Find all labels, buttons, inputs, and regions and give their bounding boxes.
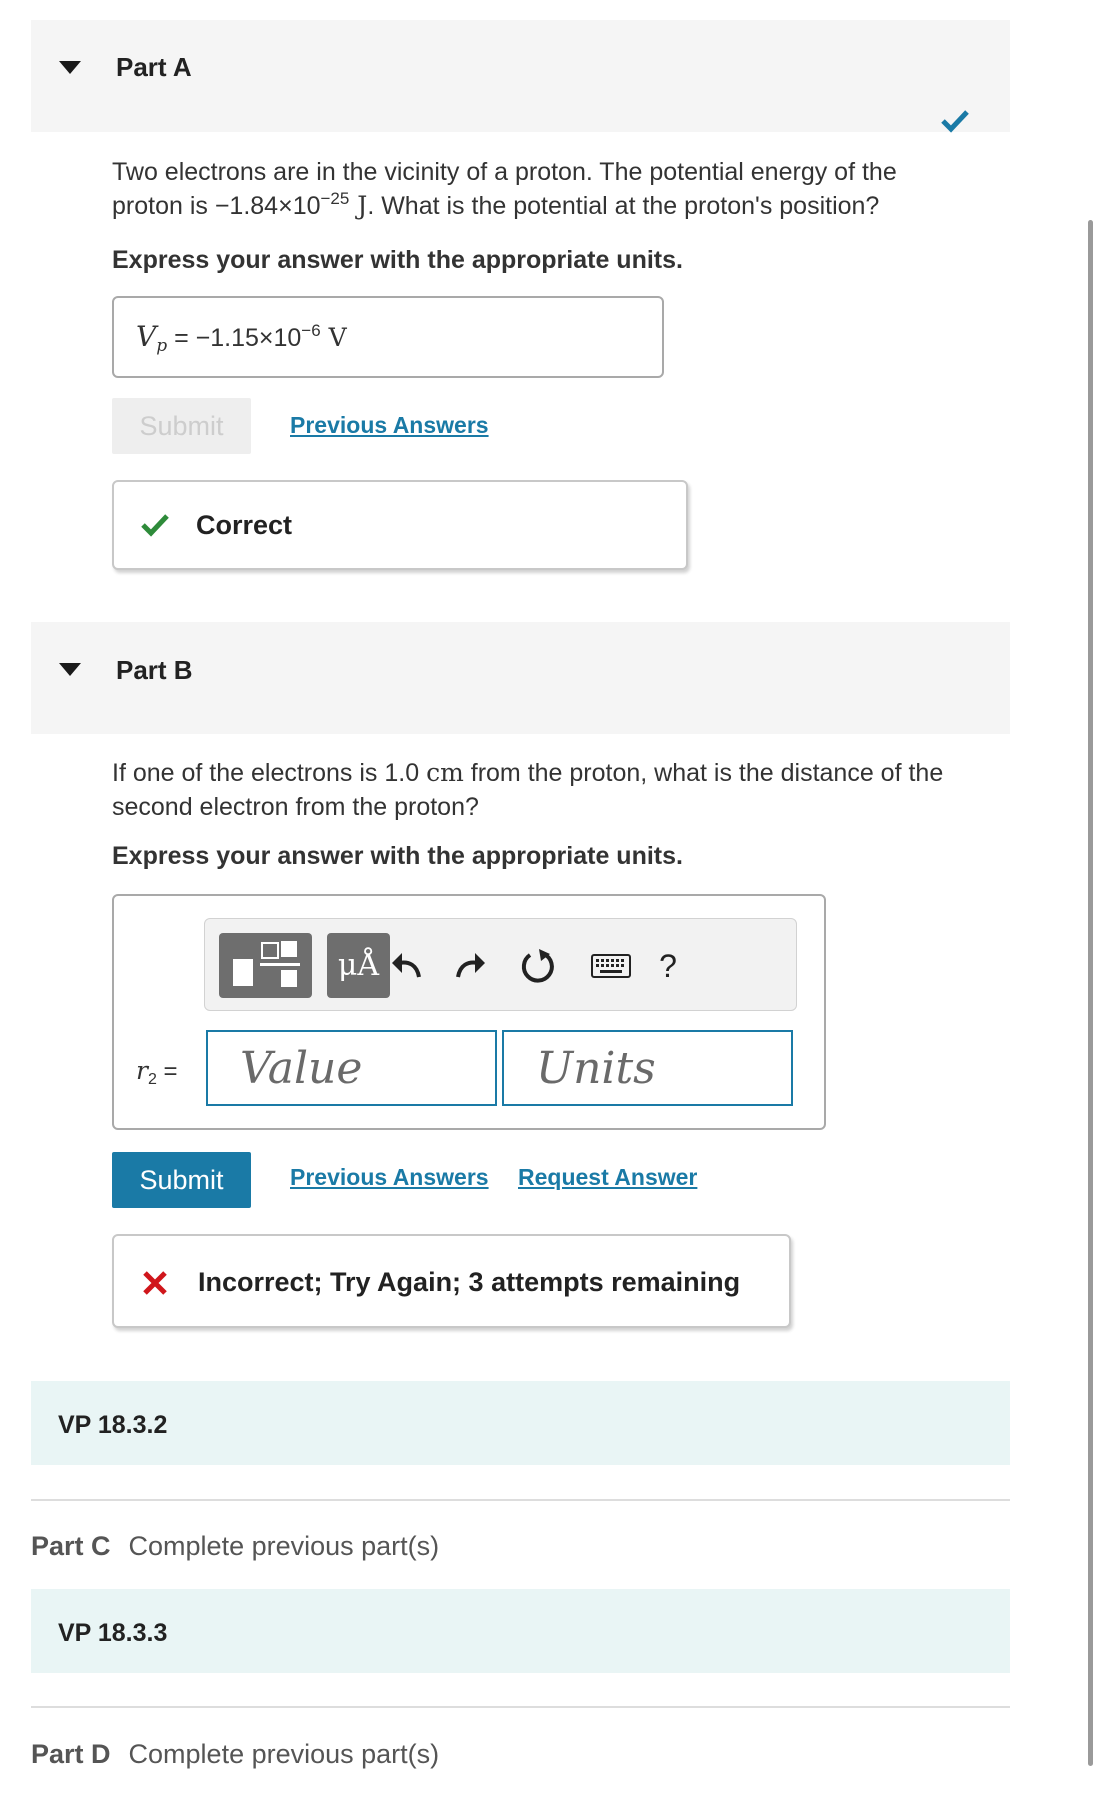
part-a-submit-button: Submit <box>112 398 251 454</box>
incorrect-x-icon <box>142 1270 168 1296</box>
part-b-variable-label: $r_2$ = <box>136 1056 178 1088</box>
fraction-template-icon <box>219 933 312 998</box>
question-line-2: proton is $-1.84\times 10^{-25}$ J. What is the potential at the proton's position? <box>112 189 880 220</box>
part-b-header[interactable] <box>31 622 1010 734</box>
part-b-answer-editor <box>112 894 826 1130</box>
units-input[interactable] <box>536 1043 791 1094</box>
part-b-question <box>112 756 943 824</box>
question-line-1: If one of the electrons is 1.0 cm from the proton, what is the distance of the <box>112 758 944 787</box>
part-c-locked <box>31 1531 439 1562</box>
checkmark-icon <box>940 108 970 134</box>
part-d-status: Complete previous part(s) <box>128 1739 440 1769</box>
math-toolbar <box>204 918 797 1011</box>
redo-icon <box>454 952 488 980</box>
value-input-box[interactable] <box>206 1030 497 1106</box>
part-d-label: Part D <box>31 1739 111 1769</box>
units-button-label: μÅ <box>337 948 380 983</box>
part-c-status: Complete previous part(s) <box>128 1531 440 1561</box>
templates-button[interactable] <box>219 933 312 998</box>
part-a-previous-answers-link[interactable]: Previous Answers <box>290 412 489 438</box>
request-answer-link[interactable]: Request Answer <box>518 1164 698 1190</box>
keyboard-button[interactable] <box>581 941 641 991</box>
part-a-answer: $V_p = -1.15\times 10^{-6}$ V <box>136 320 347 356</box>
vp-section-title: VP 18.3.2 <box>58 1411 168 1439</box>
part-a-question <box>112 155 897 226</box>
part-b-feedback <box>112 1234 791 1328</box>
part-a-feedback <box>112 480 688 570</box>
vp-section-header[interactable] <box>31 1589 1010 1673</box>
help-button[interactable]: ? <box>659 947 677 984</box>
part-a-answer-box <box>112 296 664 378</box>
part-a-title: Part A <box>116 52 192 82</box>
part-b-previous-answers-link[interactable]: Previous Answers <box>290 1164 489 1190</box>
part-a-instruction: Express your answer with the appropriate units. <box>112 246 683 274</box>
part-c-label: Part C <box>31 1531 111 1561</box>
redo-button[interactable] <box>446 941 496 991</box>
part-b-instruction: Express your answer with the appropriate units. <box>112 842 683 870</box>
value-input[interactable] <box>240 1043 495 1094</box>
part-a-feedback-text: Correct <box>196 510 293 540</box>
correct-check-icon <box>140 513 170 537</box>
vp-section-title: VP 18.3.3 <box>58 1619 168 1647</box>
reset-button[interactable] <box>513 941 563 991</box>
part-b-submit-button[interactable]: Submit <box>112 1152 251 1208</box>
part-b-title: Part B <box>116 655 193 685</box>
keyboard-icon <box>591 954 631 978</box>
vp-section-header[interactable] <box>31 1381 1010 1465</box>
part-a-header[interactable] <box>31 20 1010 132</box>
undo-icon <box>389 952 423 980</box>
collapse-triangle-icon[interactable] <box>59 663 81 676</box>
undo-button[interactable] <box>381 941 431 991</box>
question-line-2: second electron from the proton? <box>112 793 479 821</box>
part-b-feedback-text: Incorrect; Try Again; 3 attempts remaining <box>198 1267 741 1297</box>
part-d-locked <box>31 1739 439 1770</box>
divider <box>31 1706 1010 1708</box>
collapse-triangle-icon[interactable] <box>59 61 81 74</box>
divider <box>31 1499 1010 1501</box>
scrollbar[interactable] <box>1088 220 1093 1766</box>
reset-icon <box>520 948 556 984</box>
units-input-box[interactable] <box>502 1030 793 1106</box>
question-line-1: Two electrons are in the vicinity of a proton. The potential energy of the <box>112 158 897 186</box>
